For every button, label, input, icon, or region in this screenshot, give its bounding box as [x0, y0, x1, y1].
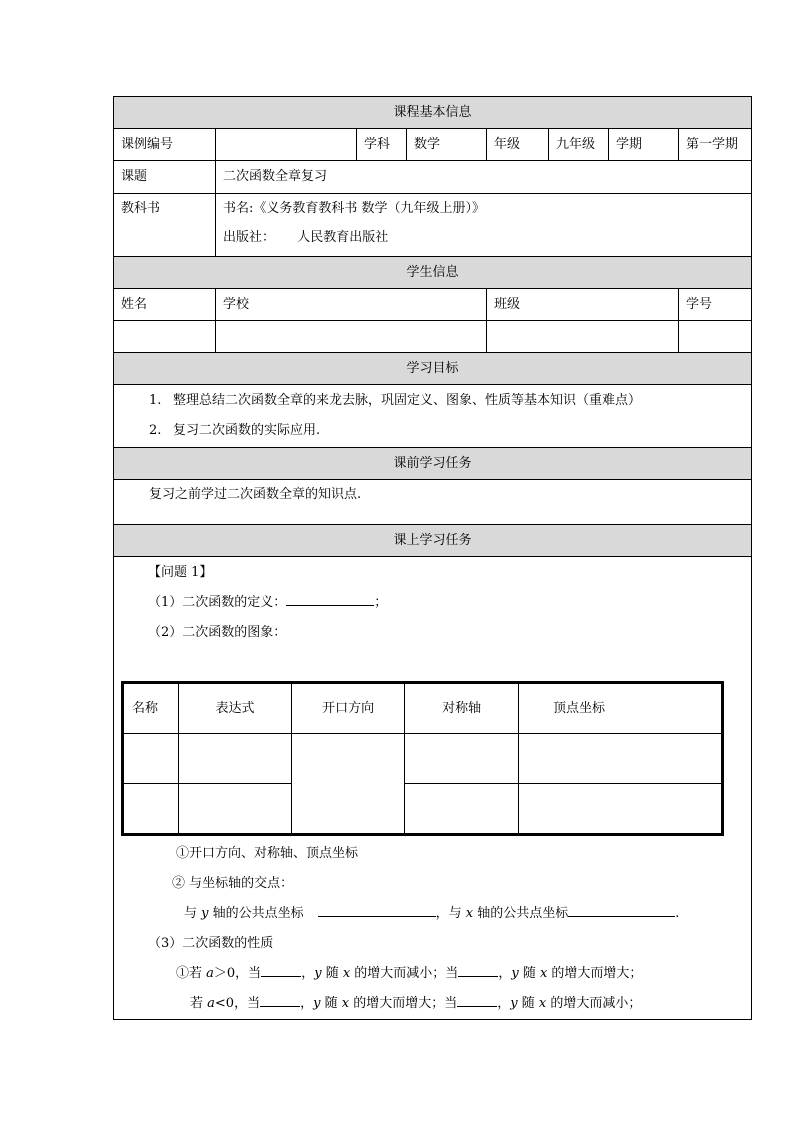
goals-list	[114, 385, 752, 448]
table-cell[interactable]	[179, 734, 292, 784]
blank[interactable]	[457, 993, 497, 1007]
col-header-axis: 对称轴	[405, 683, 519, 734]
publisher-value: 人民教育出版社	[297, 230, 389, 245]
course-code-value	[216, 129, 357, 161]
table-cell[interactable]	[123, 784, 179, 835]
student-class-field[interactable]	[487, 321, 679, 353]
publisher-label: 出版社：	[223, 230, 276, 245]
grade-value: 九年级	[549, 129, 609, 161]
textbook-label: 教科书	[114, 194, 216, 257]
item-2: ② 与坐标轴的交点：	[172, 876, 294, 891]
student-name-label: 姓名	[114, 289, 216, 321]
course-code-label: 课例编号	[114, 129, 216, 161]
course-table	[113, 96, 752, 1020]
q2-line: （2）二次函数的图象：	[148, 625, 287, 640]
section-goals: 学习目标	[114, 353, 752, 385]
in-class-content	[114, 557, 752, 1020]
y-intercept-blank[interactable]	[318, 903, 436, 917]
blank[interactable]	[260, 993, 300, 1007]
student-name-field[interactable]	[114, 321, 216, 353]
table-cell[interactable]	[179, 784, 292, 835]
section-course-info: 课程基本信息	[114, 97, 752, 129]
property-line-2: 若 a<0，当 ，y 随 x 的增大而增大；当 ，y 随 x 的增大而减小；	[190, 989, 751, 1019]
section-student-info: 学生信息	[114, 257, 752, 289]
blank[interactable]	[458, 963, 498, 977]
property-line-1: ①若 a＞0，当 ，y 随 x 的增大而减小；当 ，y 随 x 的增大而增大；	[176, 959, 751, 989]
table-cell[interactable]	[518, 734, 722, 784]
col-header-opening: 开口方向	[291, 683, 405, 734]
question-title: 【问题 1】	[148, 565, 213, 580]
table-cell[interactable]	[123, 734, 179, 784]
textbook-value	[216, 194, 752, 257]
student-school-field[interactable]	[216, 321, 487, 353]
student-id-field[interactable]	[679, 321, 752, 353]
student-school-label: 学校	[216, 289, 487, 321]
section-in-class-task: 课上学习任务	[114, 525, 752, 557]
item-1: ①开口方向、对称轴、顶点坐标	[176, 846, 359, 861]
subject-label: 学科	[357, 129, 407, 161]
topic-label: 课题	[114, 161, 216, 194]
table-cell[interactable]	[405, 734, 519, 784]
student-class-label: 班级	[487, 289, 679, 321]
goal-item: 1. 整理总结二次函数全章的来龙去脉，巩固定义、图象、性质等基本知识（重难点）	[149, 393, 642, 408]
pre-task-text: 复习之前学过二次函数全章的知识点.	[114, 480, 752, 525]
topic-value: 二次函数全章复习	[216, 161, 752, 194]
term-value: 第一学期	[679, 129, 752, 161]
table-cell[interactable]	[291, 734, 405, 835]
grade-label: 年级	[487, 129, 549, 161]
q1-line: （1）二次函数的定义： ；	[148, 588, 751, 618]
subject-value: 数学	[407, 129, 487, 161]
blank[interactable]	[261, 963, 301, 977]
x-intercept-blank[interactable]	[568, 903, 675, 917]
col-header-vertex: 顶点坐标	[518, 683, 722, 734]
q3-line: （3）二次函数的性质	[148, 936, 274, 951]
term-label: 学期	[609, 129, 679, 161]
col-header-name: 名称	[123, 683, 179, 734]
table-cell[interactable]	[405, 784, 519, 835]
publisher-line	[223, 230, 744, 246]
col-header-expression: 表达式	[179, 683, 292, 734]
table-cell[interactable]	[518, 784, 722, 835]
section-pre-task: 课前学习任务	[114, 448, 752, 480]
q1-blank[interactable]	[286, 592, 374, 606]
student-id-label: 学号	[679, 289, 752, 321]
graph-table	[121, 681, 724, 836]
book-name: 书名:《义务教育教科书 数学（九年级上册）》	[223, 201, 486, 216]
worksheet	[113, 96, 750, 1020]
goal-item: 2. 复习二次函数的实际应用.	[149, 423, 321, 438]
intercept-line: 与 y 轴的公共点坐标 ，与 x 轴的公共点坐标 .	[184, 899, 751, 929]
